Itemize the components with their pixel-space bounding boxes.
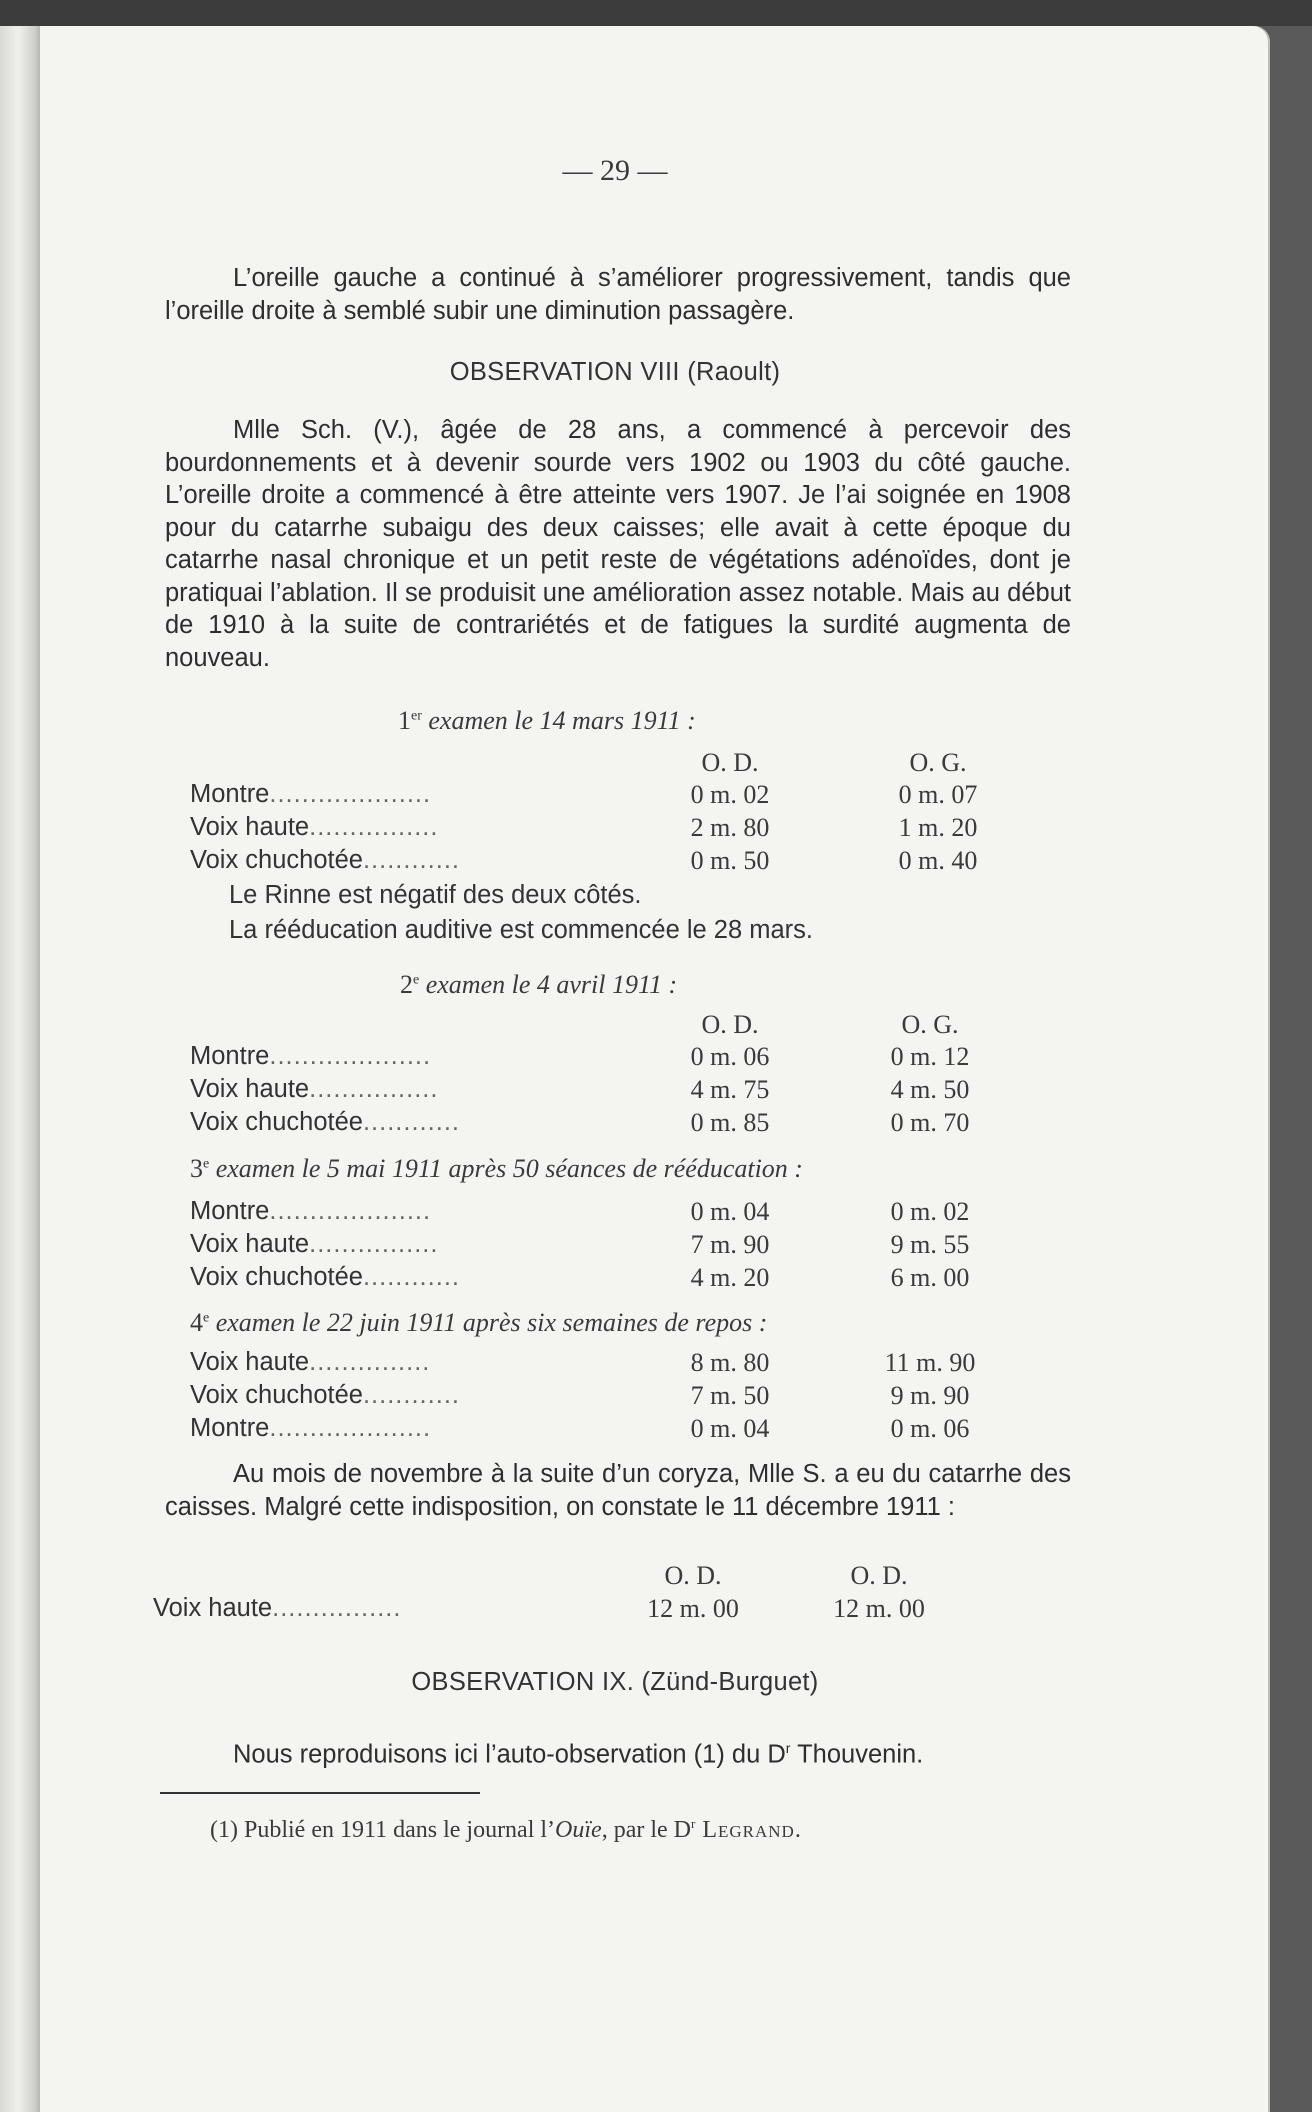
leader-dots: ................ [272,1594,402,1622]
paragraph-intro [165,262,1071,327]
table-row [190,1197,1090,1230]
table-row [190,780,1090,813]
value-od: 0 m. 04 [690,1197,770,1226]
row-label: Voix haute [190,1348,310,1376]
footnote-sup: r [691,1816,696,1831]
leader-dots: .................... [269,1042,432,1070]
leader-dots: ................ [309,813,439,841]
value-od: 7 m. 50 [690,1381,770,1410]
value-od-second: 12 m. 00 [833,1594,925,1623]
table-row [190,1348,1090,1381]
row-label: Voix haute [190,1230,310,1258]
leader-dots: .................... [269,780,432,808]
row-label: Voix haute [153,1594,273,1622]
table-row [190,1414,1090,1447]
book-page [40,26,1270,2112]
exam-1-note-rinne: Le Rinne est négatif des deux côtés. [229,881,642,909]
value-og: 9 m. 90 [890,1381,970,1410]
exam-4-heading [190,1308,767,1338]
footnote-text: (1) Publié en 1911 dans le journal l’ [210,1817,556,1843]
row-label: Voix chuchotée [190,1381,363,1409]
auto-observation-text: Nous reproduisons ici l’auto-observation (1) du D [233,1740,786,1769]
leader-dots: ............ [362,1108,460,1136]
exam-1-col-headers [190,748,1090,781]
exam-4-sup: e [203,1310,210,1326]
row-label: Montre [190,1042,270,1070]
row-label: Voix chuchotée [190,846,363,874]
exam-1-title: examen le 14 mars 1911 : [421,706,696,735]
auto-observation-end: Thouvenin. [790,1740,924,1769]
value-od: 0 m. 50 [690,846,770,875]
paragraph-november [165,1458,1071,1523]
exam-2-number: 2 [400,970,413,999]
row-label: Voix haute [190,1075,310,1103]
leader-dots: .................... [269,1197,432,1225]
value-od: 12 m. 00 [647,1594,739,1623]
row-label: Montre [190,780,270,808]
exam-1-number: 1 [398,706,411,735]
exam-1-note-reeducation: La rééducation auditive est commencée le 28 mars. [229,916,813,944]
footnote [210,1816,802,1844]
value-od: 4 m. 20 [690,1263,770,1292]
exam-3-number: 3 [190,1154,203,1183]
exam-1-heading [398,706,696,736]
footnote-journal: Ouïe [555,1817,602,1843]
value-od: 4 m. 75 [690,1075,770,1104]
value-og: 0 m. 06 [890,1414,970,1443]
col-od: O. D. [664,1561,722,1590]
auto-observation-sup: r [785,1740,791,1756]
final-col-headers [153,1561,1053,1594]
table-row [190,1381,1090,1414]
value-og: 0 m. 40 [898,846,978,875]
observation-ix-heading: OBSERVATION IX. (Zünd-Burguet) [411,1668,819,1696]
col-od: O. D. [701,1010,759,1039]
col-og: O. G. [901,1010,959,1039]
paragraph-intro-text: L’oreille gauche a continué à s’améliorer progressivement, tandis que l’oreille droite à semblé subir une diminution passagère. [165,264,1071,325]
exam-2-heading [400,970,677,1000]
leader-dots: ............ [362,1381,460,1409]
col-od-second: O. D. [850,1561,908,1590]
value-og: 0 m. 12 [890,1042,970,1071]
value-od: 0 m. 04 [690,1414,770,1443]
leader-dots: .................... [269,1414,432,1442]
value-og: 0 m. 70 [890,1108,970,1137]
value-od: 0 m. 85 [690,1108,770,1137]
paragraph-case [165,414,1071,674]
exam-4-number: 4 [190,1308,203,1337]
row-label: Montre [190,1197,270,1225]
value-og: 1 m. 20 [898,813,978,842]
footnote-rule [160,1792,480,1794]
page-number: — 29 — [562,154,668,187]
exam-3-title: examen le 5 mai 1911 après 50 séances de rééducation : [209,1154,803,1183]
value-og: 9 m. 55 [890,1230,970,1259]
table-row [190,1042,1090,1075]
exam-3-heading [190,1154,803,1184]
viewer-top-bar [0,0,1312,26]
table-row [190,1263,1090,1296]
table-row [190,846,1090,879]
col-od: O. D. [701,748,759,777]
table-row [190,1108,1090,1141]
exam-1-sup: er [411,708,422,724]
footnote-text-2: , par le D [601,1817,691,1843]
leader-dots: ................ [309,1075,439,1103]
exam-2-sup: e [413,972,420,988]
value-og: 11 m. 90 [884,1348,976,1377]
footnote-author: Legrand. [695,1817,802,1843]
table-row [190,1230,1090,1263]
col-og: O. G. [909,748,967,777]
paragraph-auto-observation [165,1732,1071,1771]
leader-dots: ............... [309,1348,431,1376]
paragraph-november-text: Au mois de novembre à la suite d’un coryza, Mlle S. a eu du catarrhe des caisses. Malgré cette indisposition, on constate le 11 décembre 1911 : [165,1460,1071,1521]
leader-dots: ............ [362,1263,460,1291]
value-og: 0 m. 07 [898,780,978,809]
value-og: 6 m. 00 [890,1263,970,1292]
value-od: 2 m. 80 [690,813,770,842]
final-table-row [153,1594,1053,1627]
observation-viii-heading: OBSERVATION VIII (Raoult) [449,358,781,386]
value-og: 4 m. 50 [890,1075,970,1104]
row-label: Voix chuchotée [190,1263,363,1291]
paragraph-case-text: Mlle Sch. (V.), âgée de 28 ans, a commencé à percevoir des bourdonnements et à devenir sourde vers 1902 ou 1903 du côté gauche. L’oreille droite a commencé à être atteinte vers 1907. Je l’ai soignée en 1908 pour du catarrhe subaigu des deux caisses; elle avait à cette époque du catarrhe nasal chronique et un petit reste de végétations adénoïdes, dont je pratiquai l’ablation. Il se produisit une amélioration assez notable. Mais au début de 1910 à la suite de contrariétés et de fatigues la surdité augmenta de nouveau. [165,416,1071,672]
exam-4-title: examen le 22 juin 1911 après six semaines de repos : [209,1308,768,1337]
exam-3-sup: e [203,1156,210,1172]
exam-2-title: examen le 4 avril 1911 : [419,970,678,999]
leader-dots: ............ [362,846,460,874]
table-row [190,1075,1090,1108]
exam-2-col-headers [190,1010,1090,1043]
value-od: 7 m. 90 [690,1230,770,1259]
leader-dots: ................ [309,1230,439,1258]
table-row [190,813,1090,846]
value-od: 0 m. 02 [690,780,770,809]
row-label: Montre [190,1414,270,1442]
value-og: 0 m. 02 [890,1197,970,1226]
row-label: Voix haute [190,813,310,841]
row-label: Voix chuchotée [190,1108,363,1136]
value-od: 8 m. 80 [690,1348,770,1377]
value-od: 0 m. 06 [690,1042,770,1071]
